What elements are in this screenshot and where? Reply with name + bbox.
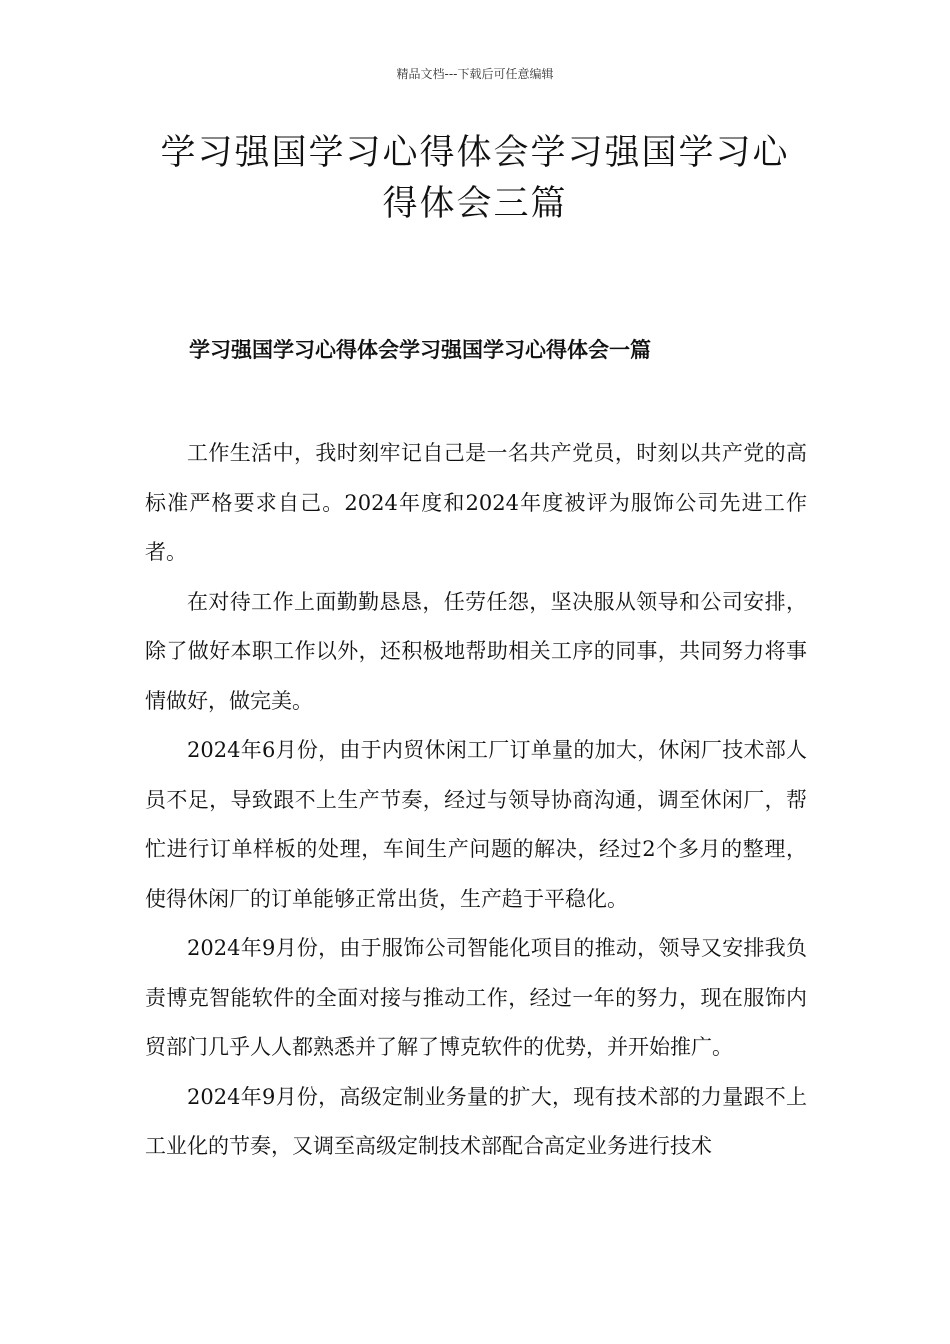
section-subtitle: 学习强国学习心得体会学习强国学习心得体会一篇 [189,337,651,362]
paragraph: 2024年6月份，由于内贸休闲工厂订单量的加大，休闲厂技术部人员不足，导致跟不上生产节奏，经过与领导协商沟通，调至休闲厂，帮忙进行订单样板的处理，车间生产问题的解决，经过2个多月的整理，使得休闲厂的订单能够正常出货，生产趋于平稳化。 [145,738,807,911]
document-title [140,128,810,230]
header-note: 精品文档---下载后可任意编辑 [396,67,554,81]
title-line-2: 得体会三篇 [382,184,568,224]
paragraph: 2024年9月份，由于服饰公司智能化项目的推动，领导又安排我负责博克智能软件的全面对接与推动工作，经过一年的努力，现在服饰内贸部门几乎人人都熟悉并了解了博克软件的优势，并开始推广。 [145,936,807,1059]
title-line-1: 学习强国学习心得体会学习强国学习心 [160,133,790,173]
paragraph: 在对待工作上面勤勤恳恳，任劳任怨，坚决服从领导和公司安排，除了做好本职工作以外，还积极地帮助相关工序的同事，共同努力将事情做好，做完美。 [145,589,807,713]
paragraph: 工作生活中，我时刻牢记自己是一名共产党员，时刻以共产党的高标准严格要求自己。2024年度和2024年度被评为服饰公司先进工作者。 [145,441,807,564]
body-text [145,429,807,1172]
paragraph: 2024年9月份，高级定制业务量的扩大，现有技术部的力量跟不上工业化的节奏，又调至高级定制技术部配合高定业务进行技术 [145,1084,807,1158]
